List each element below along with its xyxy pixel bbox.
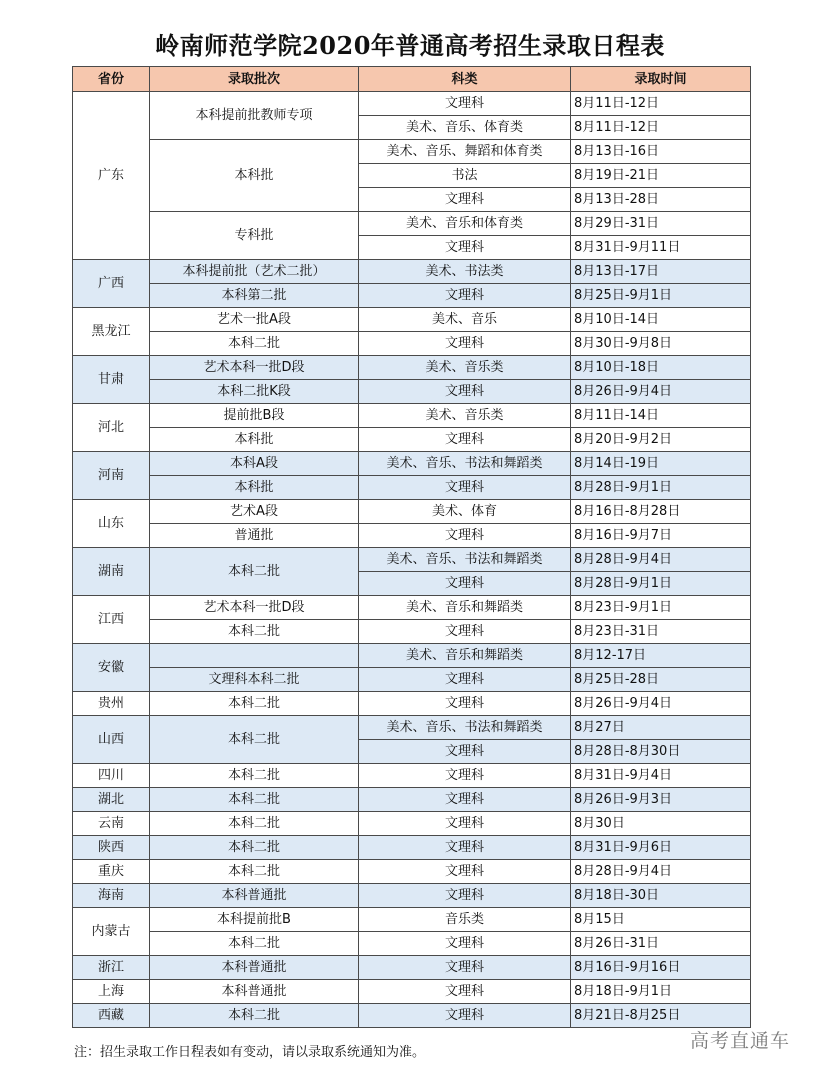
time-cell: 8月26日-9月4日: [571, 380, 751, 404]
time-cell: 8月15日: [571, 908, 751, 932]
province-cell: 内蒙古: [73, 908, 150, 956]
category-cell: 美术、音乐和舞蹈类: [359, 644, 571, 668]
table-row: [73, 716, 751, 740]
table-row: [73, 668, 751, 692]
province-cell: 贵州: [73, 692, 150, 716]
batch-cell: 提前批B段: [150, 404, 359, 428]
category-cell: 文理科: [359, 332, 571, 356]
batch-cell: 本科二批: [150, 620, 359, 644]
time-cell: 8月28日-9月4日: [571, 548, 751, 572]
batch-cell: [150, 644, 359, 668]
table-row: [73, 260, 751, 284]
table-row: [73, 356, 751, 380]
batch-cell: 艺术一批A段: [150, 308, 359, 332]
table-row: [73, 812, 751, 836]
category-cell: 美术、音乐和体育类: [359, 212, 571, 236]
time-cell: 8月13日-16日: [571, 140, 751, 164]
batch-cell: 本科A段: [150, 452, 359, 476]
category-cell: 文理科: [359, 380, 571, 404]
page-title: 岭南师范学院2020年普通高考招生录取日程表: [155, 31, 665, 60]
table-row: [73, 404, 751, 428]
table-row: [73, 308, 751, 332]
time-cell: 8月26日-9月3日: [571, 788, 751, 812]
table-body: [73, 92, 751, 1028]
province-cell: 重庆: [73, 860, 150, 884]
time-cell: 8月28日-9月1日: [571, 476, 751, 500]
category-cell: 文理科: [359, 812, 571, 836]
batch-cell: 普通批: [150, 524, 359, 548]
batch-cell: 本科二批: [150, 548, 359, 596]
table-row: [73, 140, 751, 164]
category-cell: 文理科: [359, 284, 571, 308]
batch-cell: 艺术本科一批D段: [150, 356, 359, 380]
province-cell: 广东: [73, 92, 150, 260]
table-row: [73, 380, 751, 404]
batch-cell: 本科提前批B: [150, 908, 359, 932]
category-cell: 美术、体育: [359, 500, 571, 524]
category-cell: 文理科: [359, 788, 571, 812]
province-cell: 云南: [73, 812, 150, 836]
province-cell: 广西: [73, 260, 150, 308]
table-row: [73, 596, 751, 620]
watermark: 高考直通车: [689, 1030, 790, 1052]
batch-cell: 本科第二批: [150, 284, 359, 308]
category-cell: 美术、音乐、体育类: [359, 116, 571, 140]
table-row: [73, 620, 751, 644]
batch-cell: 本科二批: [150, 716, 359, 764]
category-cell: 文理科: [359, 620, 571, 644]
table-row: [73, 284, 751, 308]
batch-cell: 本科二批: [150, 788, 359, 812]
table-row: [73, 764, 751, 788]
category-cell: 书法: [359, 164, 571, 188]
batch-cell: 专科批: [150, 212, 359, 260]
table-row: [73, 692, 751, 716]
category-cell: 文理科: [359, 428, 571, 452]
header-category: 科类: [359, 67, 571, 92]
category-cell: 文理科: [359, 188, 571, 212]
time-cell: 8月10日-14日: [571, 308, 751, 332]
time-cell: 8月13日-17日: [571, 260, 751, 284]
time-cell: 8月31日-9月4日: [571, 764, 751, 788]
batch-cell: 本科二批: [150, 932, 359, 956]
category-cell: 美术、音乐类: [359, 356, 571, 380]
category-cell: 文理科: [359, 764, 571, 788]
table-row: [73, 428, 751, 452]
time-cell: 8月23日-9月1日: [571, 596, 751, 620]
batch-cell: 本科二批K段: [150, 380, 359, 404]
time-cell: 8月25日-28日: [571, 668, 751, 692]
batch-cell: 本科批: [150, 428, 359, 452]
table-row: [73, 500, 751, 524]
table-row: [73, 92, 751, 116]
category-cell: 文理科: [359, 836, 571, 860]
batch-cell: 本科二批: [150, 860, 359, 884]
footnote: 注：招生录取工作日程表如有变动，请以录取系统通知为准。: [74, 1045, 426, 1060]
batch-cell: 艺术本科一批D段: [150, 596, 359, 620]
time-cell: 8月25日-9月1日: [571, 284, 751, 308]
time-cell: 8月26日-9月4日: [571, 692, 751, 716]
category-cell: 文理科: [359, 740, 571, 764]
batch-cell: 本科批: [150, 140, 359, 212]
batch-cell: 本科批: [150, 476, 359, 500]
province-cell: 黑龙江: [73, 308, 150, 356]
category-cell: 音乐类: [359, 908, 571, 932]
batch-cell: 本科普通批: [150, 956, 359, 980]
time-cell: 8月23日-31日: [571, 620, 751, 644]
province-cell: 湖南: [73, 548, 150, 596]
category-cell: 美术、音乐、书法和舞蹈类: [359, 452, 571, 476]
province-cell: 河北: [73, 404, 150, 452]
batch-cell: 本科二批: [150, 812, 359, 836]
time-cell: 8月10日-18日: [571, 356, 751, 380]
batch-cell: 本科普通批: [150, 980, 359, 1004]
category-cell: 文理科: [359, 524, 571, 548]
province-cell: 西藏: [73, 1004, 150, 1028]
province-cell: 江西: [73, 596, 150, 644]
table-row: [73, 860, 751, 884]
time-cell: 8月18日-30日: [571, 884, 751, 908]
time-cell: 8月21日-8月25日: [571, 1004, 751, 1028]
category-cell: 文理科: [359, 980, 571, 1004]
category-cell: 美术、音乐类: [359, 404, 571, 428]
table-row: [73, 980, 751, 1004]
province-cell: 湖北: [73, 788, 150, 812]
category-cell: 文理科: [359, 884, 571, 908]
table-row: [73, 452, 751, 476]
table-row: [73, 332, 751, 356]
category-cell: 美术、音乐、书法和舞蹈类: [359, 548, 571, 572]
header-province: 省份: [73, 67, 150, 92]
table-row: [73, 476, 751, 500]
time-cell: 8月11日-12日: [571, 116, 751, 140]
category-cell: 文理科: [359, 236, 571, 260]
time-cell: 8月13日-28日: [571, 188, 751, 212]
table-row: [73, 212, 751, 236]
batch-cell: 本科提前批教师专项: [150, 92, 359, 140]
table-row: [73, 1004, 751, 1028]
batch-cell: 本科二批: [150, 1004, 359, 1028]
time-cell: 8月19日-21日: [571, 164, 751, 188]
time-cell: 8月16日-9月7日: [571, 524, 751, 548]
batch-cell: 本科二批: [150, 692, 359, 716]
category-cell: 文理科: [359, 476, 571, 500]
time-cell: 8月20日-9月2日: [571, 428, 751, 452]
time-cell: 8月28日-8月30日: [571, 740, 751, 764]
category-cell: 美术、书法类: [359, 260, 571, 284]
batch-cell: 文理科本科二批: [150, 668, 359, 692]
batch-cell: 本科二批: [150, 764, 359, 788]
time-cell: 8月14日-19日: [571, 452, 751, 476]
province-cell: 河南: [73, 452, 150, 500]
header-time: 录取时间: [571, 67, 751, 92]
table-row: [73, 908, 751, 932]
table-row: [73, 956, 751, 980]
time-cell: 8月28日-9月4日: [571, 860, 751, 884]
batch-cell: 本科二批: [150, 836, 359, 860]
time-cell: 8月26日-31日: [571, 932, 751, 956]
time-cell: 8月16日-9月16日: [571, 956, 751, 980]
category-cell: 文理科: [359, 92, 571, 116]
table-row: [73, 548, 751, 572]
admission-schedule-table: [72, 66, 751, 1028]
province-cell: 山东: [73, 500, 150, 548]
province-cell: 海南: [73, 884, 150, 908]
batch-cell: 本科普通批: [150, 884, 359, 908]
time-cell: 8月31日-9月11日: [571, 236, 751, 260]
time-cell: 8月27日: [571, 716, 751, 740]
time-cell: 8月18日-9月1日: [571, 980, 751, 1004]
category-cell: 文理科: [359, 932, 571, 956]
batch-cell: 艺术A段: [150, 500, 359, 524]
table-row: [73, 932, 751, 956]
province-cell: 陕西: [73, 836, 150, 860]
category-cell: 美术、音乐: [359, 308, 571, 332]
time-cell: 8月12-17日: [571, 644, 751, 668]
category-cell: 文理科: [359, 860, 571, 884]
time-cell: 8月16日-8月28日: [571, 500, 751, 524]
category-cell: 美术、音乐和舞蹈类: [359, 596, 571, 620]
time-cell: 8月31日-9月6日: [571, 836, 751, 860]
table-row: [73, 884, 751, 908]
table-row: [73, 788, 751, 812]
table-row: [73, 644, 751, 668]
batch-cell: 本科二批: [150, 332, 359, 356]
category-cell: 文理科: [359, 668, 571, 692]
province-cell: 四川: [73, 764, 150, 788]
time-cell: 8月30日: [571, 812, 751, 836]
province-cell: 安徽: [73, 644, 150, 692]
table-row: [73, 836, 751, 860]
table-row: [73, 524, 751, 548]
batch-cell: 本科提前批（艺术二批）: [150, 260, 359, 284]
time-cell: 8月28日-9月1日: [571, 572, 751, 596]
category-cell: 文理科: [359, 692, 571, 716]
province-cell: 上海: [73, 980, 150, 1004]
header-batch: 录取批次: [150, 67, 359, 92]
category-cell: 文理科: [359, 956, 571, 980]
category-cell: 文理科: [359, 1004, 571, 1028]
province-cell: 甘肃: [73, 356, 150, 404]
category-cell: 美术、音乐、舞蹈和体育类: [359, 140, 571, 164]
province-cell: 山西: [73, 716, 150, 764]
category-cell: 美术、音乐、书法和舞蹈类: [359, 716, 571, 740]
time-cell: 8月11日-12日: [571, 92, 751, 116]
time-cell: 8月30日-9月8日: [571, 332, 751, 356]
time-cell: 8月29日-31日: [571, 212, 751, 236]
province-cell: 浙江: [73, 956, 150, 980]
time-cell: 8月11日-14日: [571, 404, 751, 428]
category-cell: 文理科: [359, 572, 571, 596]
table-header-row: [73, 67, 751, 92]
